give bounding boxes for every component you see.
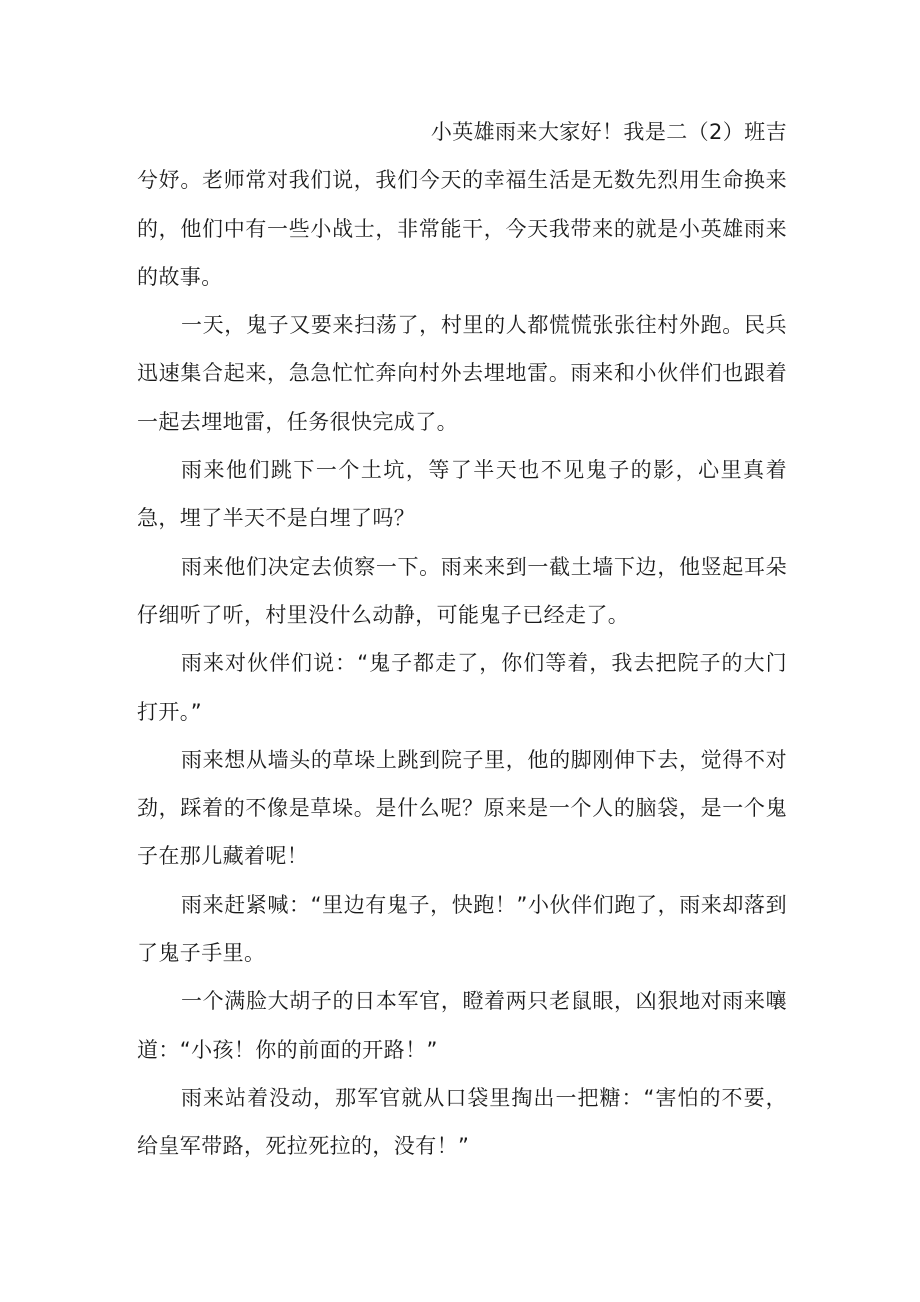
paragraph-3: 雨来他们决定去侦察一下。雨来来到一截土墙下边，他竖起耳朵仔细听了听，村里没什么动静，可能鬼子已经走了。 — [137, 554, 787, 627]
opening-rest: 兮妤。老师常对我们说，我们今天的幸福生活是无数先烈用生命换来的，他们中有一些小战士，非常能干，今天我带来的就是小英雄雨来的故事。 — [137, 168, 787, 289]
paragraph-7: 一个满脸大胡子的日本军官，瞪着两只老鼠眼，凶狠地对雨来嚷道：“小孩！你的前面的开路！” — [137, 989, 787, 1062]
paragraph-4: 雨来对伙伴们说：“鬼子都走了，你们等着，我去把院子的大门打开。” — [137, 651, 787, 724]
paragraph-8: 雨来站着没动，那军官就从口袋里掏出一把糖：“害怕的不要，给皇军带路，死拉死拉的，没有！” — [137, 1085, 787, 1159]
paragraph-1: 一天，鬼子又要来扫荡了，村里的人都慌慌张张往村外跑。民兵迅速集合起来，急急忙忙奔向村外去埋地雷。雨来和小伙伴们也跟着一起去埋地雷，任务很快完成了。 — [137, 313, 787, 434]
paragraph-2: 雨来他们跳下一个土坑，等了半天也不见鬼子的影，心里真着急，埋了半天不是白埋了吗？ — [137, 458, 787, 531]
opening-line: 小英雄雨来大家好！我是二（2）班吉 — [430, 120, 787, 144]
story-text — [137, 108, 787, 1171]
opening-paragraph — [137, 108, 787, 301]
paragraph-6: 雨来赶紧喊：“里边有鬼子，快跑！”小伙伴们跑了，雨来却落到了鬼子手里。 — [137, 892, 787, 966]
paragraph-5: 雨来想从墙头的草垛上跳到院子里，他的脚刚伸下去，觉得不对劲，踩着的不像是草垛。是什么呢？原来是一个人的脑袋，是一个鬼子在那儿藏着呢！ — [137, 747, 787, 869]
